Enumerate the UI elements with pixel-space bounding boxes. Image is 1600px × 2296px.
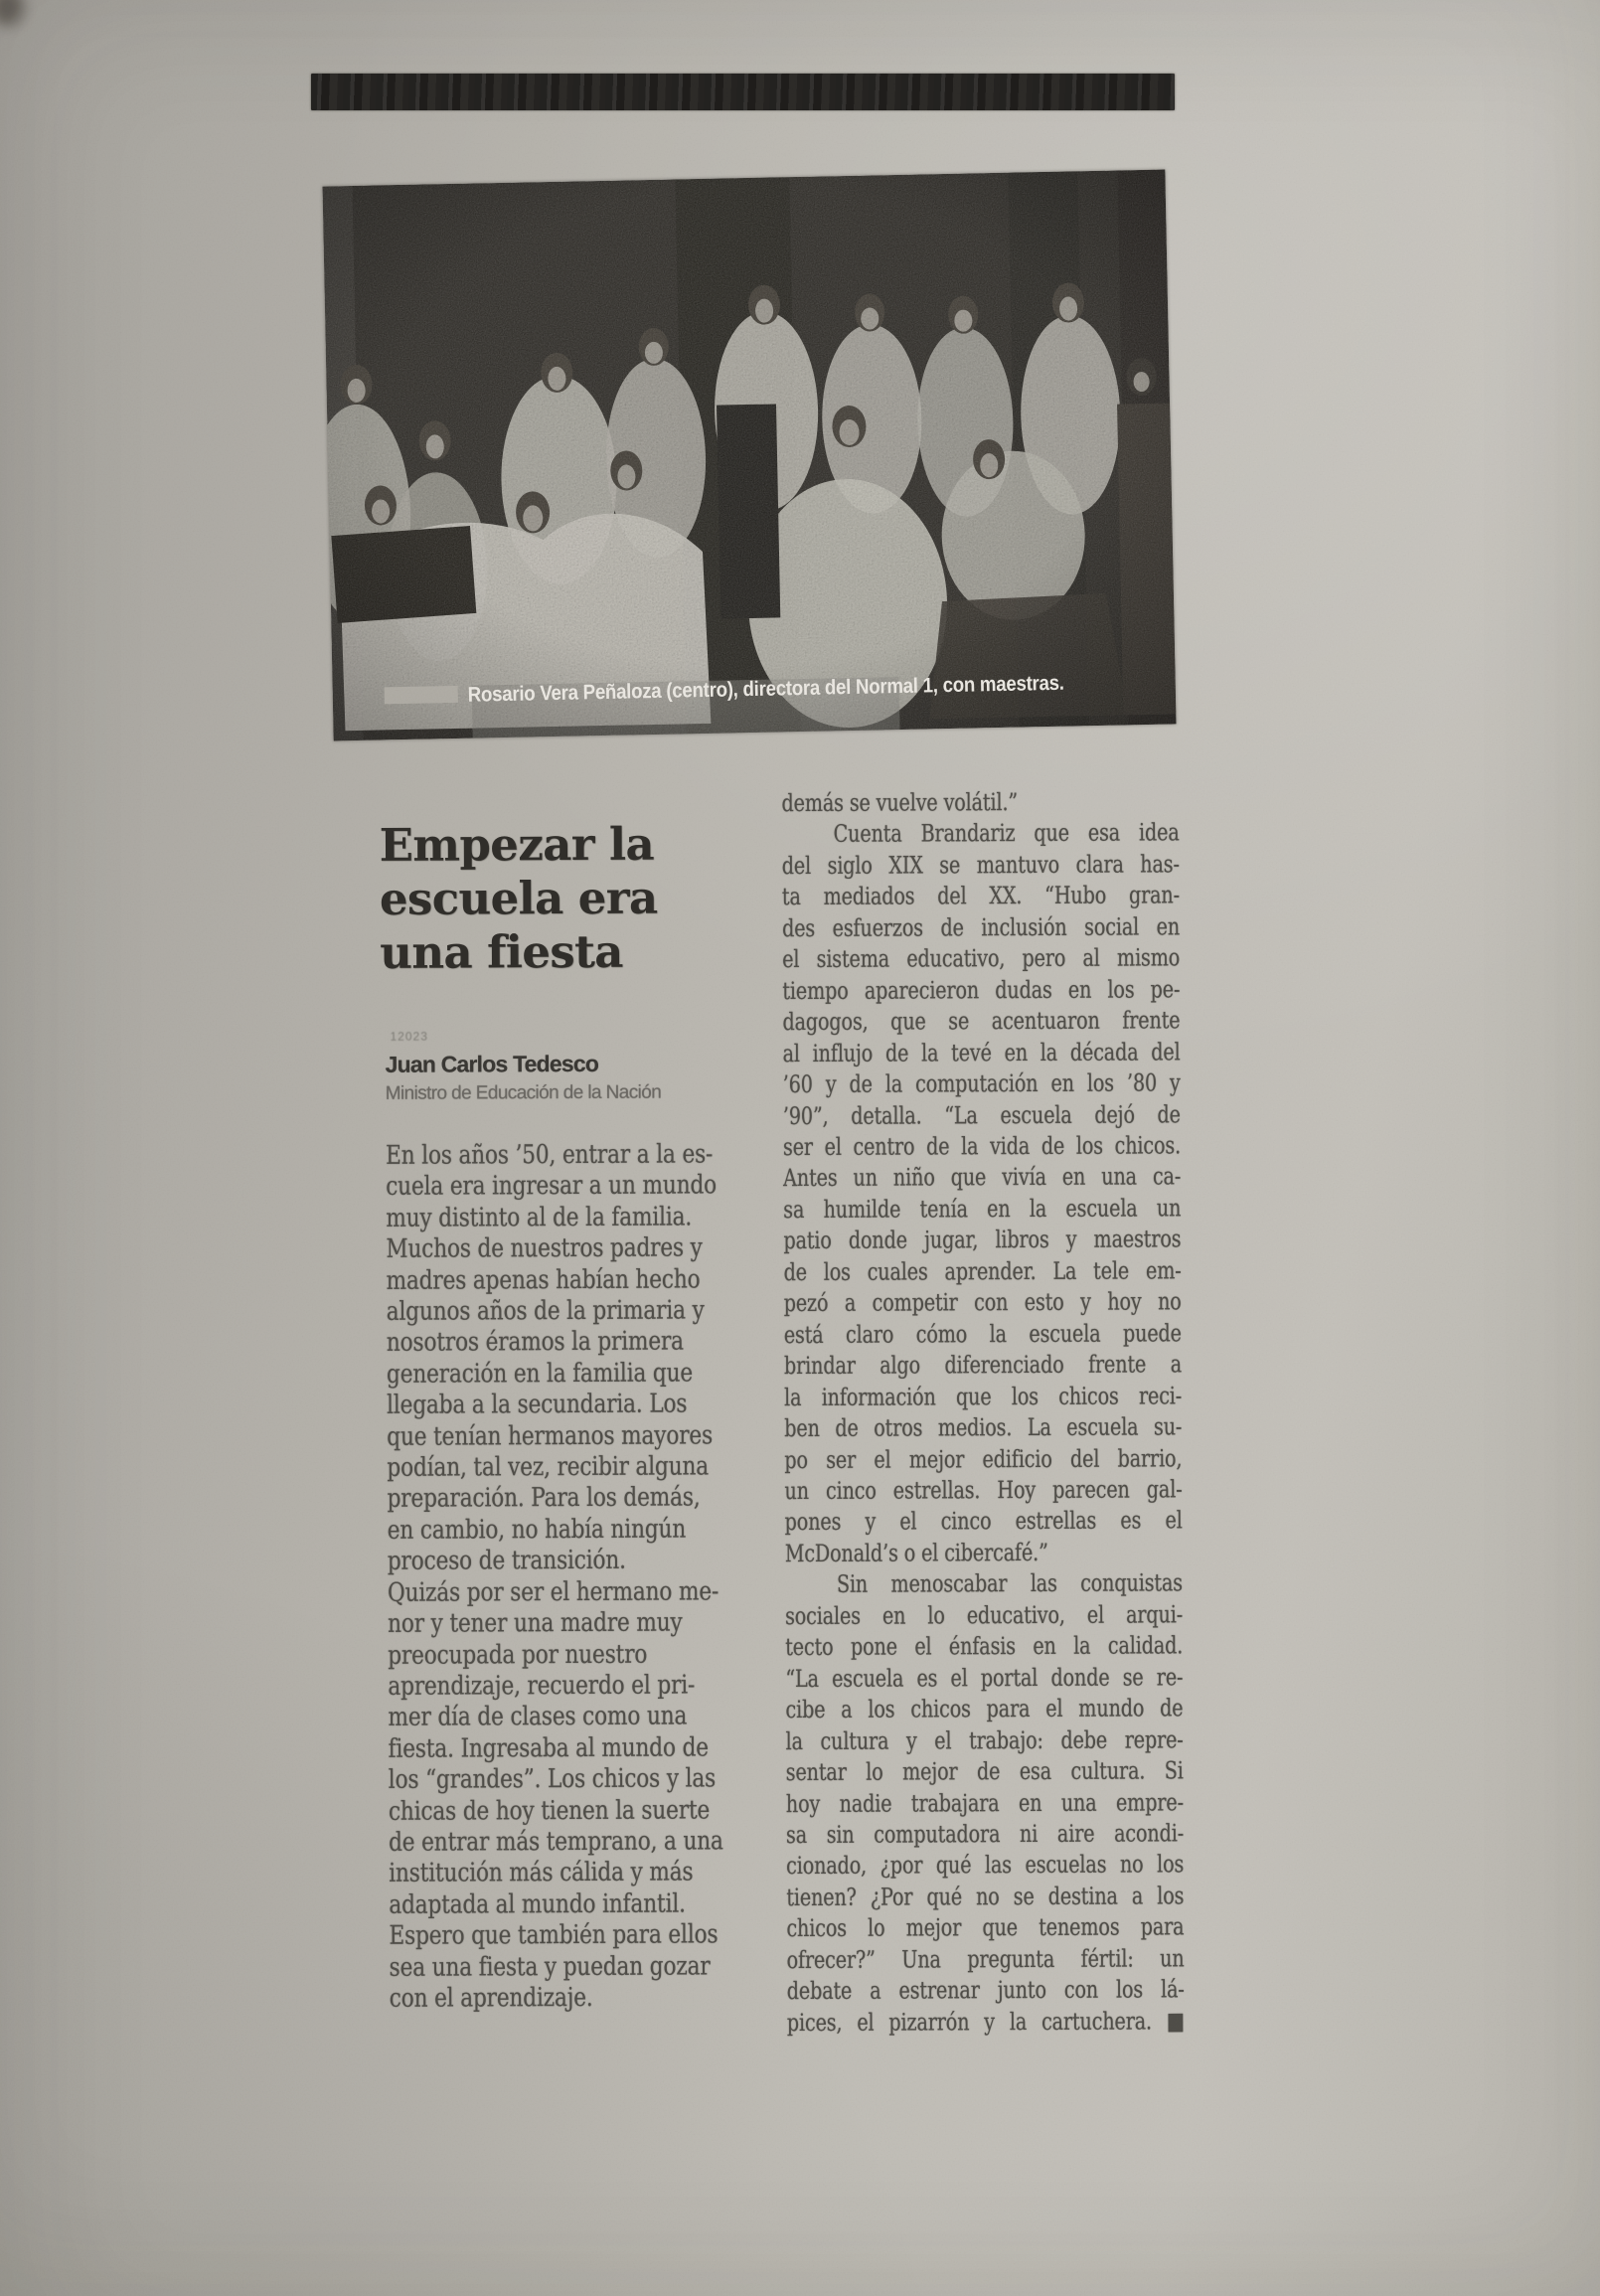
faint-stamp: 12023: [390, 1029, 428, 1044]
text-line: el sistema educativo, pero al mismo: [782, 943, 1181, 974]
text-line: Quizás por ser el hermano me-: [387, 1576, 720, 1608]
text-line: ben de otros medios. La escuela su-: [784, 1412, 1183, 1443]
text-line: patio donde jugar, libros y maestros: [783, 1225, 1182, 1255]
text-line: dagogos, que se acentuaron frente: [782, 1006, 1181, 1037]
text-line: que tenían hermanos mayores: [387, 1420, 714, 1452]
text-line: podían, tal vez, recibir alguna: [387, 1451, 710, 1483]
byline-role: Ministro de Educación de la Nación: [385, 1081, 662, 1104]
text-line: McDonald’s o el cibercafé.”: [784, 1538, 1048, 1567]
text-line: Espero que también para ellos: [389, 1919, 719, 1951]
text-line: En los años ’50, entrar a la es-: [385, 1139, 714, 1171]
text-line: fiesta. Ingresaba al mundo de: [388, 1732, 709, 1764]
text-line: Sin menoscabar las conquistas: [836, 1568, 1183, 1599]
text-line: ’90”, detalla. “La escuela dejó de: [782, 1099, 1181, 1130]
text-line: “La escuela es el portal donde se re-: [785, 1663, 1184, 1693]
text-line: adaptada al mundo infantil.: [389, 1888, 686, 1920]
text-line: pones y el cinco estrellas es el: [784, 1506, 1183, 1537]
text-line: cuela era ingresar a un mundo: [386, 1170, 718, 1203]
text-line: cibe a los chicos para el mundo de: [785, 1694, 1184, 1724]
text-line: ’60 y de la computación en los ’80 y: [782, 1068, 1181, 1099]
text-line: sentar lo mejor de esa cultura. Si: [785, 1756, 1184, 1787]
text-line: sa sin computadora ni aire acondi-: [785, 1819, 1185, 1850]
text-line: aprendizaje, recuerdo el pri-: [388, 1670, 696, 1702]
text-line: nosotros éramos la primera: [386, 1326, 684, 1359]
headline: [380, 818, 658, 980]
text-line: cionado, ¿por qué las escuelas no los: [786, 1850, 1185, 1881]
text-line: una fiesta: [380, 924, 623, 979]
text-line: mer día de clases como una: [388, 1701, 688, 1733]
text-line: proceso de transición.: [387, 1546, 626, 1577]
text-line: está claro cómo la escuela puede: [783, 1319, 1182, 1349]
text-line: de los cuales aprender. La tele em-: [783, 1256, 1182, 1286]
text-line: institución más cálida y más: [389, 1857, 694, 1889]
text-line: demás se vuelve volátil.”: [781, 788, 1019, 818]
byline-author: Juan Carlos Tedesco: [385, 1050, 599, 1077]
text-line: la cultura y el trabajo: debe repre-: [785, 1724, 1184, 1755]
text-line: tiempo aparecieron dudas en los pe-: [782, 975, 1181, 1005]
text-line: algunos años de la primaria y: [386, 1295, 705, 1327]
text-line: Muchos de nuestros padres y: [386, 1232, 703, 1265]
text-line: la información que los chicos reci-: [784, 1381, 1183, 1411]
text-line: sociales en lo educativo, el arqui-: [784, 1600, 1184, 1630]
text-line: generación en la familia que: [386, 1358, 694, 1390]
text-line: al influjo de la tevé en la década del: [782, 1037, 1181, 1067]
text-line: sa humilde tenía en la escuela un: [783, 1194, 1182, 1224]
left-column: [386, 1139, 737, 2015]
text-line: madres apenas habían hecho: [386, 1264, 701, 1296]
text-line: preocupada por nuestro: [388, 1639, 648, 1671]
text-line: brindar algo diferenciado frente a: [783, 1350, 1183, 1381]
text-line: Empezar la: [379, 817, 655, 872]
text-line: ser el centro de la vida de los chicos.: [782, 1131, 1182, 1162]
text-line: Cuenta Brandariz que esa idea: [833, 818, 1180, 849]
text-line: los “grandes”. Los chicos y las: [388, 1763, 717, 1795]
text-line: tienen? ¿Por qué no se destina a los: [786, 1882, 1185, 1911]
text-line: tecto pone el énfasis en la calidad.: [785, 1631, 1184, 1662]
text-line: en cambio, no había ningún: [387, 1514, 687, 1546]
text-line: del siglo XIX se mantuvo clara has-: [781, 850, 1180, 880]
text-line: un cinco estrellas. Hoy parecen gal-: [784, 1475, 1183, 1506]
text-line: chicas de hoy tienen la suerte: [388, 1794, 711, 1827]
text-line: ofrecer?” Una pregunta fértil: un: [786, 1944, 1185, 1974]
text-line: con el aprendizaje.: [389, 1982, 593, 2014]
caption-text: Rosario Vera Peñaloza (centro), directora del Normal 1, con maestras.: [467, 670, 1139, 707]
text-line: pezó a competir con esto y hoy no: [783, 1287, 1182, 1318]
text-line: Antes un niño que vivía en una ca-: [783, 1162, 1182, 1193]
text-line: pices, el pizarrón y la cartuchera. ■: [786, 2006, 1185, 2037]
text-line: sea una fiesta y puedan gozar: [389, 1950, 711, 1983]
text-line: muy distinto al de la familia.: [386, 1202, 693, 1233]
text-line: llegaba a la secundaria. Los: [387, 1389, 688, 1421]
text-line: preparación. Para los demás,: [387, 1482, 701, 1515]
right-column: [781, 786, 1184, 2039]
text-line: chicos lo mejor que tenemos para: [786, 1912, 1185, 1943]
text-line: escuela era: [379, 871, 658, 925]
text-line: ta mediados del XX. “Hubo gran-: [781, 881, 1180, 911]
text-line: po ser el mejor edificio del barrio,: [784, 1443, 1183, 1474]
text-line: nor y tener una madre muy: [388, 1607, 683, 1639]
text-line: des esfuerzos de inclusión social en: [781, 912, 1181, 942]
text-line: de entrar más temprano, a una: [388, 1826, 723, 1858]
text-line: hoy nadie trabajara en una empre-: [785, 1787, 1184, 1818]
text-line: debate a estrenar junto con los lá-: [786, 1975, 1185, 2006]
